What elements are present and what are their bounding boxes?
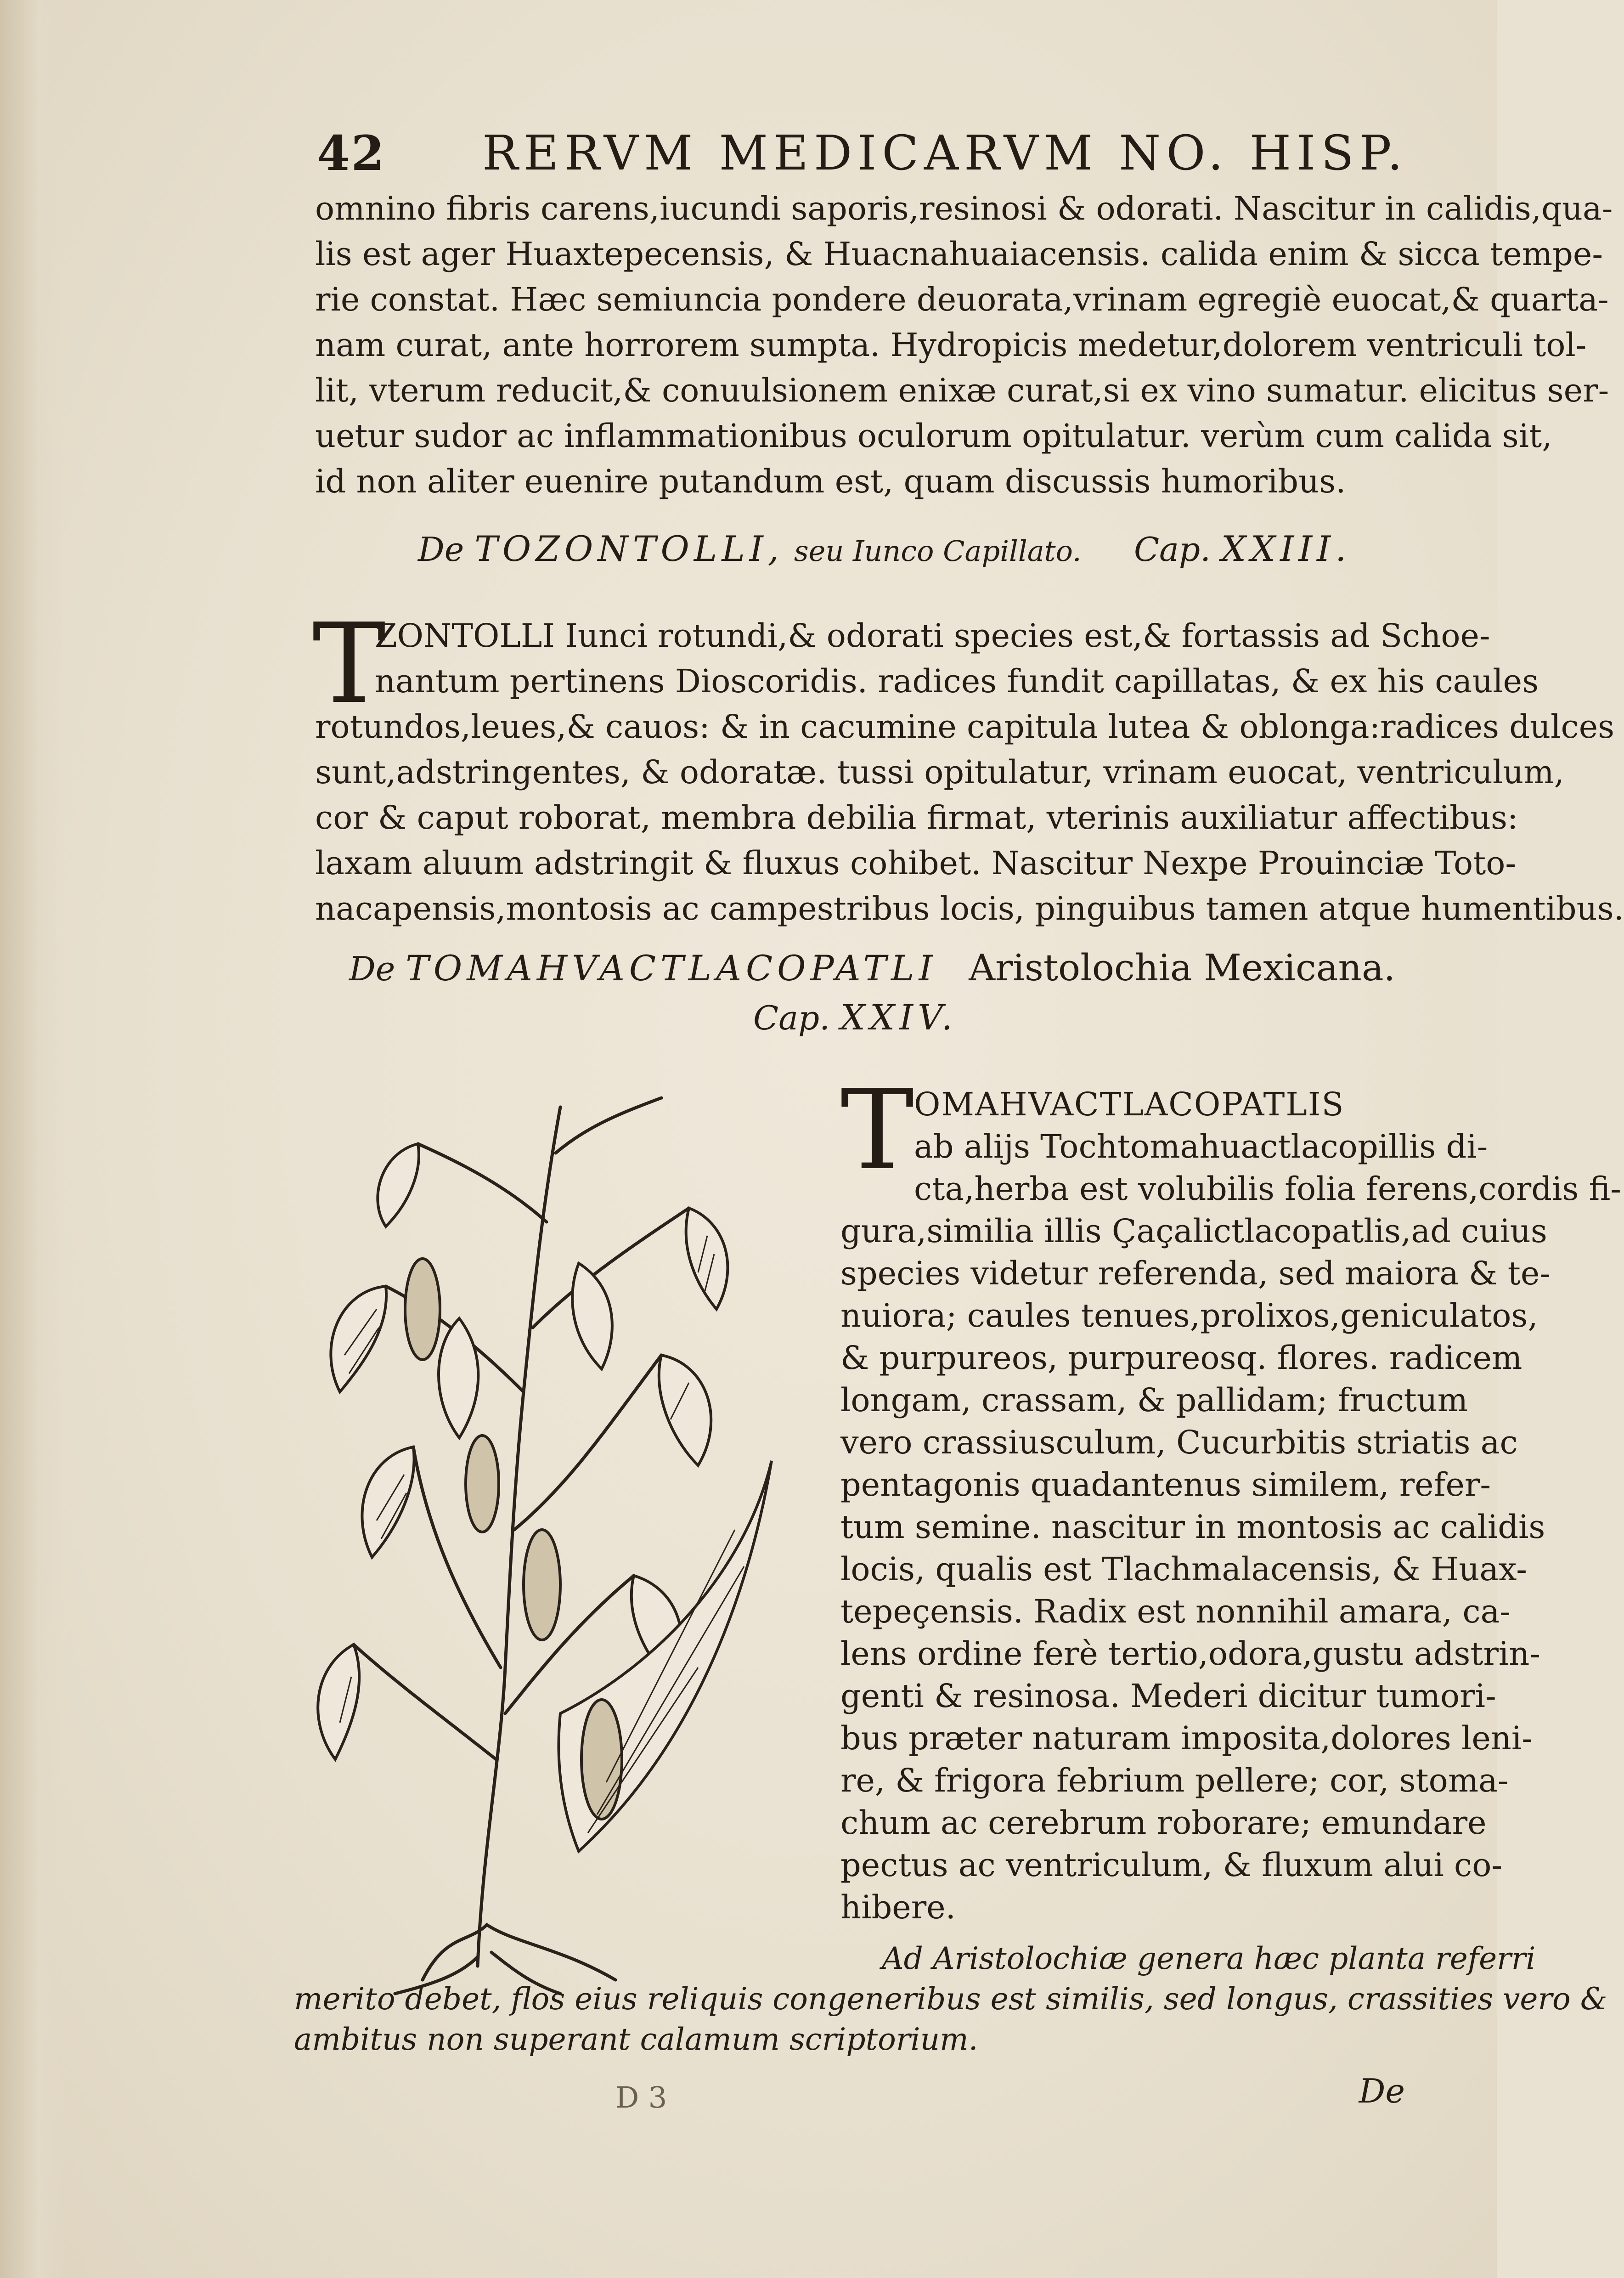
page-gutter-shadow	[0, 0, 64, 2278]
text-line: rie constat. Hæc semiuncia pondere deuorata,vrinam egregiè euocat,& quarta-	[315, 281, 1609, 318]
signature-mark: D 3	[615, 2081, 667, 2115]
text-line: Ad Aristolochiæ genera hæc planta referri	[882, 1941, 1536, 1976]
chapter-24-note	[294, 1939, 1607, 2060]
catchword: De	[1359, 2072, 1405, 2110]
text-line: locis, qualis est Tlachmalacensis, & Huax-	[840, 1550, 1527, 1588]
heading-num: XXIII.	[1221, 528, 1351, 569]
text-line: sunt,adstringentes, & odoratæ. tussi opitulatur, vrinam euocat, ventriculum,	[315, 753, 1564, 791]
text-line: merito debet, flos eius reliquis congeneribus est similis, sed longus, crassities vero &	[294, 1981, 1607, 2017]
text-line: ZONTOLLI Iunci rotundi,& odorati species est,& fortassis ad Schoe-	[375, 617, 1490, 655]
heading-de: De	[418, 530, 464, 569]
heading-cap: Cap.	[753, 999, 830, 1037]
text-line: chum ac cerebrum roborare; emundare	[840, 1804, 1487, 1842]
heading-de: De	[349, 950, 395, 988]
text-line: vero crassiusculum, Cucurbitis striatis ac	[840, 1424, 1518, 1461]
heading-name: TOMAHVACTLACOPATLI	[406, 948, 937, 989]
text-line: lit, vterum reducit,& conuulsionem enixæ curat,si ex vino sumatur. elicitus ser-	[315, 372, 1609, 409]
text-line: omnino fibris carens,iucundi saporis,resinosi & odorati. Nascitur in calidis,qua-	[315, 190, 1613, 227]
text-line: ambitus non superant calamum scriptorium.	[294, 2022, 978, 2057]
text-line: lis est ager Huaxtepecensis, & Huacnahuaiacensis. calida enim & sicca tempe-	[315, 235, 1603, 273]
text-line: longam, crassam, & pallidam; fructum	[840, 1381, 1468, 1419]
heading-rest: seu Iunco Capillato.	[794, 534, 1082, 568]
running-title: RERVM MEDICARVM NO. HISP.	[482, 125, 1408, 181]
chapter-24-first-line	[914, 1082, 1465, 1127]
heading-rest: Aristolochia Mexicana.	[969, 946, 1396, 989]
heading-num: XXIV.	[840, 997, 957, 1038]
first-line-text: OMAHVACTLACOPATLIS	[914, 1085, 1345, 1123]
chapter-24-cap-line	[753, 997, 957, 1038]
intro-paragraph	[315, 186, 1613, 504]
chapter-23-dropcap: T	[312, 599, 386, 728]
text-line: species videtur referenda, sed maiora & te-	[840, 1255, 1551, 1292]
text-line: pectus ac ventriculum, & fluxum alui co-	[840, 1846, 1503, 1884]
heading-cap: Cap.	[1133, 530, 1211, 569]
text-line: uetur sudor ac inflammationibus oculorum opitulatur. verùm cum calida sit,	[315, 417, 1552, 455]
text-line: lens ordine ferè tertio,odora,gustu adstrin-	[840, 1635, 1541, 1673]
text-line: rotundos,leues,& cauos: & in cacumine capitula lutea & oblonga:radices dulces	[315, 708, 1615, 746]
text-line: pentagonis quadantenus similem, refer-	[840, 1466, 1491, 1504]
text-line: id non aliter euenire putandum est, quam discussis humoribus.	[315, 463, 1346, 500]
text-line: bus præter naturam imposita,dolores leni-	[840, 1719, 1533, 1757]
text-line: laxam aluum adstringit & fluxus cohibet. Nascitur Nexpe Prouinciæ Toto-	[315, 844, 1517, 882]
text-line: nantum pertinens Dioscoridis. radices fundit capillatas, & ex his caules	[375, 662, 1539, 700]
text-line: cor & caput roborat, membra debilia firmat, vterinis auxiliatur affectibus:	[315, 799, 1518, 837]
aristolochia-woodcut-plant-icon	[285, 1070, 790, 1998]
text-line: nacapensis,montosis ac campestribus locis, pinguibus tamen atque humentibus.	[315, 890, 1624, 927]
text-line: nuiora; caules tenues,prolixos,geniculatos,	[840, 1297, 1538, 1334]
page-header	[317, 120, 1408, 189]
page-number: 42	[317, 125, 385, 181]
text-line: cta,herba est volubilis folia ferens,cordis fi-	[914, 1170, 1621, 1208]
text-line: genti & resinosa. Mederi dicitur tumori-	[840, 1677, 1496, 1715]
text-line: re, & frigora febrium pellere; cor, stoma-	[840, 1762, 1509, 1799]
text-line: hibere.	[840, 1888, 956, 1926]
chapter-23-text	[315, 613, 1624, 932]
text-line: & purpureos, purpureosq. flores. radicem	[840, 1339, 1522, 1377]
chapter-23-heading	[418, 528, 1351, 569]
text-line: gura,similia illis Çaçalictlacopatlis,ad cuius	[840, 1212, 1547, 1250]
heading-name: TOZONTOLLI,	[474, 528, 784, 569]
text-line: tum semine. nascitur in montosis ac calidis	[840, 1508, 1545, 1546]
chapter-24-text	[840, 1125, 1621, 1928]
text-line: ab alijs Tochtomahuactlacopillis di-	[914, 1128, 1488, 1165]
chapter-24-heading	[349, 946, 1395, 989]
text-line: nam curat, ante horrorem sumpta. Hydropicis medetur,dolorem ventriculi tol-	[315, 326, 1587, 364]
chapter-24-dropcap: T	[840, 1066, 914, 1194]
text-line: tepeçensis. Radix est nonnihil amara, ca-	[840, 1593, 1511, 1630]
